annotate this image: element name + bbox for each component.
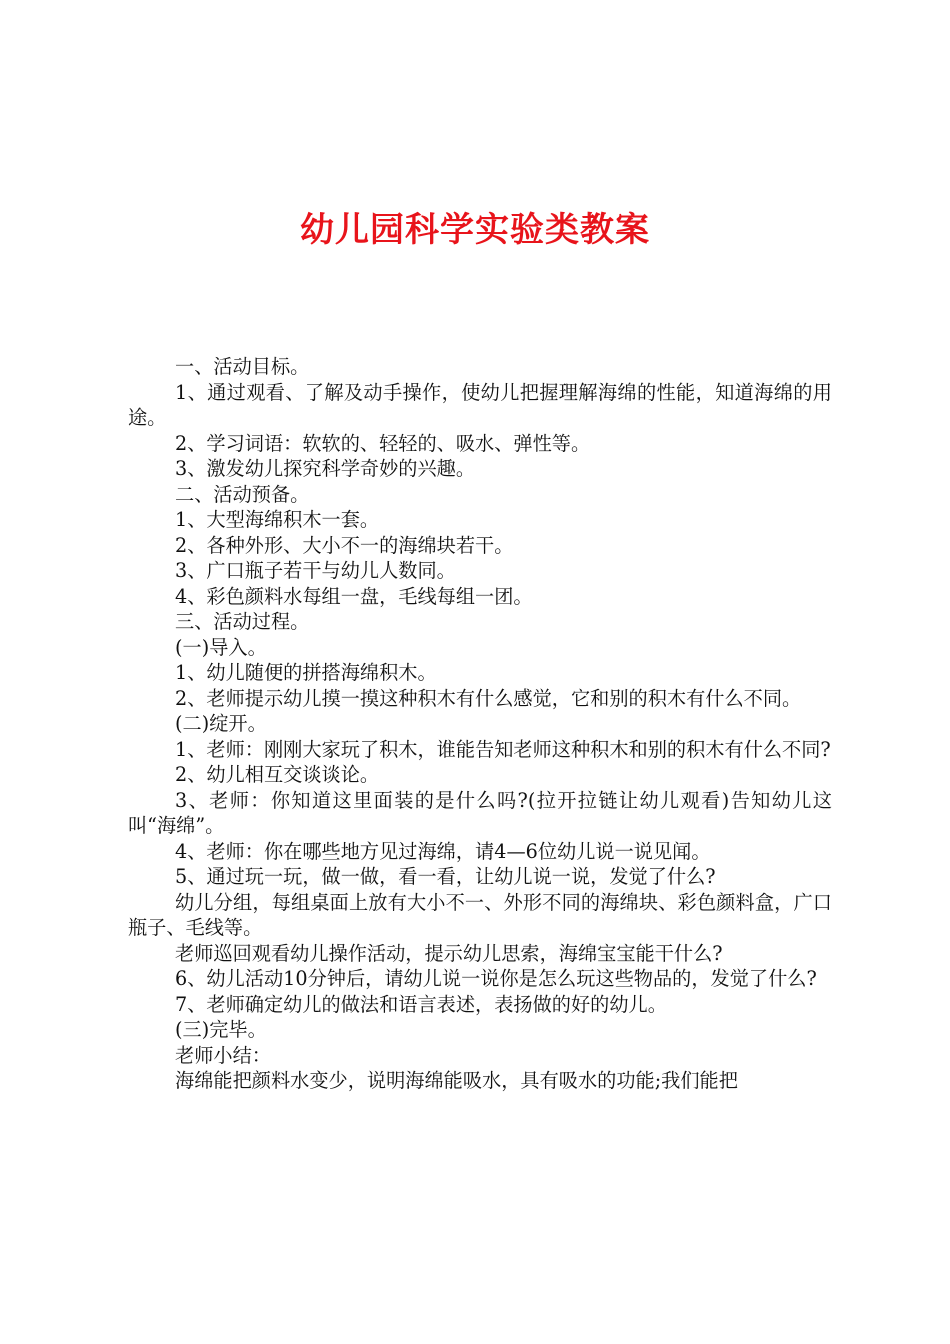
paragraph: 2、学习词语：软软的、轻轻的、吸水、弹性等。 bbox=[175, 431, 591, 455]
paragraph: 二、活动预备。 bbox=[175, 482, 310, 506]
paragraph: 老师小结： bbox=[175, 1043, 271, 1067]
paragraph: 5、通过玩一玩，做一做，看一看，让幼儿说一说，发觉了什么? bbox=[175, 865, 716, 888]
paragraph: (二)绽开。 bbox=[175, 712, 267, 735]
paragraph: 1、通过观看、了解及动手操作，使幼儿把握理解海绵的性能，知道海绵的用途。 bbox=[128, 380, 832, 429]
paragraph: 1、幼儿随便的拼搭海绵积木。 bbox=[175, 661, 437, 684]
paragraph: 3、广口瓶子若干与幼儿人数同。 bbox=[175, 559, 456, 582]
paragraph: 1、大型海绵积木一套。 bbox=[175, 508, 380, 531]
paragraph: 幼儿分组，每组桌面上放有大小不一、外形不同的海绵块、彩色颜料盒，广口瓶子、毛线等。 bbox=[128, 890, 832, 939]
paragraph: (三)完毕。 bbox=[175, 1018, 267, 1041]
paragraph: 老师巡回观看幼儿操作活动，提示幼儿思索，海绵宝宝能干什么? bbox=[175, 941, 723, 965]
paragraph: 2、幼儿相互交谈谈论。 bbox=[175, 763, 380, 786]
paragraph: 3、激发幼儿探究科学奇妙的兴趣。 bbox=[175, 457, 476, 480]
paragraph: 2、老师提示幼儿摸一摸这种积木有什么感觉，它和别的积木有什么不同。 bbox=[175, 686, 802, 710]
document-body bbox=[128, 354, 832, 1094]
paragraph: 三、活动过程。 bbox=[175, 610, 310, 633]
paragraph: (一)导入。 bbox=[175, 635, 267, 659]
paragraph: 6、幼儿活动10分钟后，请幼儿说一说你是怎么玩这些物品的，发觉了什么? bbox=[175, 967, 817, 990]
paragraph: 3、老师：你知道这里面装的是什么吗?(拉开拉链让幼儿观看)告知幼儿这叫“海绵”。 bbox=[128, 788, 832, 837]
paragraph: 海绵能把颜料水变少，说明海绵能吸水，具有吸水的功能;我们能把 bbox=[175, 1069, 738, 1092]
paragraph: 4、老师：你在哪些地方见过海绵，请4—6位幼儿说一说见闻。 bbox=[175, 839, 711, 863]
paragraph: 4、彩色颜料水每组一盘，毛线每组一团。 bbox=[175, 584, 533, 608]
paragraph: 7、老师确定幼儿的做法和语言表述，表扬做的好的幼儿。 bbox=[175, 992, 667, 1016]
paragraph: 一、活动目标。 bbox=[175, 355, 310, 378]
document-title: 幼儿园科学实验类教案 bbox=[300, 210, 650, 250]
paragraph: 2、各种外形、大小不一的海绵块若干。 bbox=[175, 533, 514, 557]
paragraph: 1、老师：刚刚大家玩了积木，谁能告知老师这种积木和别的积木有什么不同? bbox=[175, 737, 831, 761]
